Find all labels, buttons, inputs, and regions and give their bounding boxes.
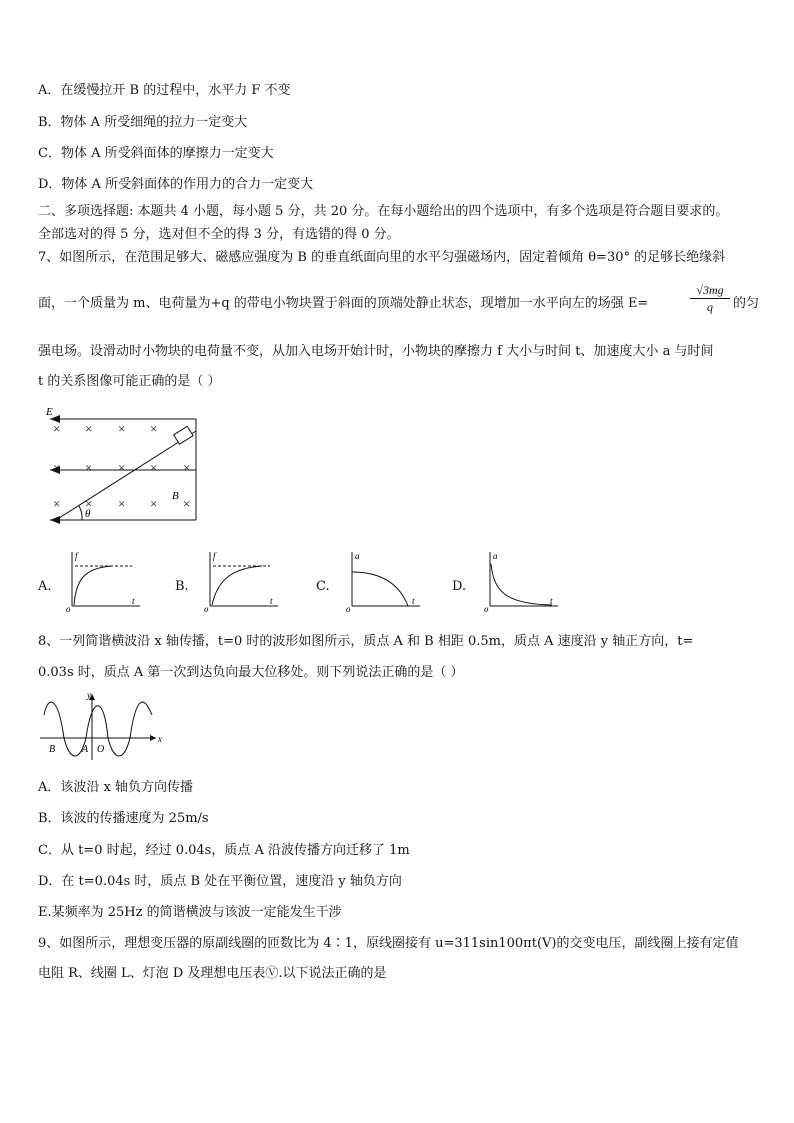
svg-text:×: ×	[150, 496, 158, 511]
svg-text:×: ×	[85, 496, 93, 511]
fraction-denominator: q	[707, 300, 713, 314]
svg-text:×: ×	[85, 460, 93, 475]
section2-line1: 二、多项选择题: 本题共 4 小题，每小题 5 分，共 20 分。在每小题给出的四个选项中，有多个选项是符合题目要求的。	[38, 204, 729, 219]
q6-option-c: C．物体 A 所受斜面体的摩擦力一定变大	[38, 146, 274, 161]
label-e: E	[46, 406, 53, 418]
graph-option-b-label: B.	[175, 579, 189, 594]
q7-line2a: 面，一个质量为 m、电荷量为+q 的带电小物块置于斜面的顶端处静止状态，现增加一水平向左的场强 E=	[38, 296, 649, 311]
graph-option-c-label: C.	[316, 579, 330, 594]
q8-line1: 8、一列简谐横波沿 x 轴传播，t=0 时的波形如图所示，质点 A 和 B 相距 0.5m，质点 A 速度沿 y 轴正方向，t=	[38, 634, 694, 649]
svg-text:×: ×	[53, 421, 61, 436]
svg-text:×: ×	[118, 496, 126, 511]
q7-line4: t 的关系图像可能正确的是（ ）	[38, 374, 221, 389]
q9-line2: 电阻 R、线圈 L、灯泡 D 及理想电压表Ⓥ.以下说法正确的是	[38, 966, 387, 981]
graph-d	[480, 550, 562, 612]
svg-text:×: ×	[53, 460, 61, 475]
svg-text:×: ×	[85, 421, 93, 436]
svg-text:×: ×	[183, 460, 191, 475]
graph-d-y-label: a	[493, 551, 498, 561]
graph-d-x-label: t	[550, 596, 553, 606]
graph-a	[62, 550, 144, 612]
graph-option-a-label: A.	[38, 579, 52, 594]
label-theta: θ	[85, 508, 91, 520]
q8-option-d: D．在 t=0.04s 时，质点 B 处在平衡位置，速度沿 y 轴负方向	[38, 874, 402, 889]
svg-text:×: ×	[118, 421, 126, 436]
q6-option-b: B．物体 A 所受细绳的拉力一定变大	[38, 115, 248, 130]
q7-line1: 7、如图所示，在范围足够大、磁感应强度为 B 的垂直纸面向里的水平匀强磁场内，固定着倾角 θ=30° 的足够长绝缘斜	[38, 250, 726, 265]
q7-line3: 强电场。设滑动时小物块的电荷量不变，从加入电场开始计时，小物块的摩擦力 f 大小与时间 t、加速度大小 a 与时间	[38, 344, 714, 359]
graph-b-origin: o	[204, 604, 209, 612]
field-fraction	[690, 283, 730, 316]
q6-option-d: D．物体 A 所受斜面体的作用力的合力一定变大	[38, 177, 314, 192]
wave-point-a: A	[82, 744, 89, 755]
graph-c-x-label: t	[412, 596, 415, 606]
graph-b-y-label: f	[213, 551, 216, 561]
graph-option-d-label: D.	[452, 579, 467, 594]
q9-line1: 9、如图所示，理想变压器的原副线圈的匝数比为 4∶1，原线圈接有 u=311sin100πt(V)的交变电压，副线圈上接有定值	[38, 936, 739, 951]
label-b: B	[172, 490, 179, 502]
wave-y-label: y	[87, 690, 91, 700]
svg-text:×: ×	[150, 421, 158, 436]
svg-text:×: ×	[118, 460, 126, 475]
wave-x-label: x	[158, 734, 162, 744]
graph-a-x-label: t	[132, 596, 135, 606]
graph-a-y-label: f	[75, 551, 78, 561]
graph-a-origin: o	[66, 604, 71, 612]
graph-d-origin: o	[484, 604, 489, 612]
wave-point-b: B	[49, 744, 56, 755]
graph-b	[200, 550, 282, 612]
wave-figure	[38, 690, 168, 762]
q8-option-b: B．该波的传播速度为 25m/s	[38, 811, 209, 826]
q7-line2b: 的匀	[733, 296, 760, 311]
wave-origin: O	[97, 744, 105, 755]
svg-text:×: ×	[53, 496, 61, 511]
graph-c-y-label: a	[355, 551, 360, 561]
graph-c	[342, 550, 424, 612]
svg-text:×: ×	[183, 496, 191, 511]
q8-option-c: C．从 t=0 时起，经过 0.04s，质点 A 沿波传播方向迁移了 1m	[38, 843, 410, 858]
q8-line2: 0.03s 时，质点 A 第一次到达负向最大位移处。则下列说法正确的是（ ）	[38, 665, 464, 680]
graph-c-origin: o	[346, 604, 351, 612]
graph-b-x-label: t	[270, 596, 273, 606]
q8-option-e: E.某频率为 25Hz 的简谐横波与该波一定能发生干涉	[38, 905, 342, 920]
section2-line2: 全部选对的得 5 分，选对但不全的得 3 分，有选错的得 0 分。	[38, 227, 400, 242]
svg-text:×: ×	[150, 460, 158, 475]
q8-option-a: A．该波沿 x 轴负方向传播	[38, 780, 193, 795]
incline-field-figure	[40, 402, 205, 527]
fraction-numerator: √3mg	[690, 283, 730, 299]
q6-option-a: A．在缓慢拉开 B 的过程中，水平力 F 不变	[38, 83, 291, 98]
